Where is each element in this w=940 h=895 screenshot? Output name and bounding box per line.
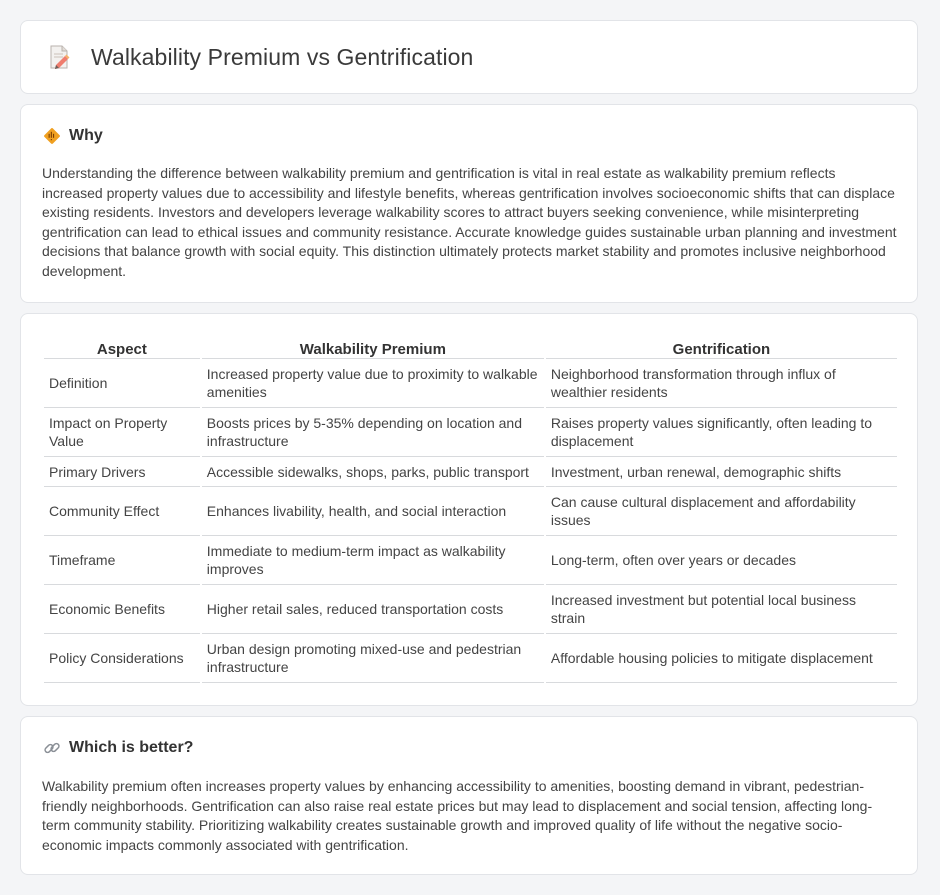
why-heading bbox=[43, 127, 103, 145]
aspect-cell: Timeframe bbox=[44, 536, 200, 585]
table-row bbox=[44, 457, 897, 487]
table-row bbox=[44, 585, 897, 634]
walkability-cell: Increased property value due to proximity to walkable amenities bbox=[202, 359, 544, 408]
walkability-cell: Enhances livability, health, and social interaction bbox=[202, 487, 544, 536]
aspect-cell: Policy Considerations bbox=[44, 634, 200, 683]
gentrification-cell: Investment, urban renewal, demographic shifts bbox=[546, 457, 897, 487]
walkability-cell: Boosts prices by 5-35% depending on location and infrastructure bbox=[202, 408, 544, 457]
aspect-cell: Primary Drivers bbox=[44, 457, 200, 487]
diamond-warning-icon bbox=[43, 127, 61, 145]
better-title: Which is better? bbox=[69, 739, 194, 756]
title-row bbox=[47, 43, 473, 71]
link-icon bbox=[43, 739, 61, 757]
table-row bbox=[44, 359, 897, 408]
gentrification-cell: Neighborhood transformation through influx of wealthier residents bbox=[546, 359, 897, 408]
walkability-cell: Immediate to medium-term impact as walkability improves bbox=[202, 536, 544, 585]
table-row bbox=[44, 536, 897, 585]
better-paragraph: Walkability premium often increases property values by enhancing accessibility to amenities, boosting demand in vibrant, pedestrian-friendly neighborhoods. Gentrification can also raise real estate prices but may lead to displacement and social tension, affecting long-term community stability. Prioritizing walkability creates sustainable growth and improved quality of life without the negative socio-economic impacts commonly associated with gentrification. bbox=[42, 778, 873, 853]
why-paragraph: Understanding the difference between walkability premium and gentrification is vital in real estate as walkability premium reflects increased property values due to accessibility and lifestyle benefits, whereas gentrification involves socioeconomic shifts that can displace existing residents. Investors and developers leverage walkability scores to attract buyers seeking convenience, while misinterpreting gentrification can lead to ethical issues and community resistance. Accurate knowledge guides sustainable urban planning and investment decisions that balance growth with social equity. This distinction ultimately protects market stability and promotes inclusive neighborhood development. bbox=[42, 165, 897, 279]
table-row bbox=[44, 408, 897, 457]
header-walkability-premium: Walkability Premium bbox=[202, 335, 544, 359]
aspect-cell: Community Effect bbox=[44, 487, 200, 536]
walkability-cell: Higher retail sales, reduced transportation costs bbox=[202, 585, 544, 634]
gentrification-cell: Long-term, often over years or decades bbox=[546, 536, 897, 585]
why-section bbox=[20, 104, 918, 303]
table-row bbox=[44, 487, 897, 536]
gentrification-cell: Increased investment but potential local business strain bbox=[546, 585, 897, 634]
header-aspect: Aspect bbox=[44, 335, 200, 359]
better-heading bbox=[43, 739, 193, 757]
gentrification-cell: Affordable housing policies to mitigate displacement bbox=[546, 634, 897, 683]
aspect-cell: Economic Benefits bbox=[44, 585, 200, 634]
table-row bbox=[44, 634, 897, 683]
walkability-cell: Urban design promoting mixed-use and pedestrian infrastructure bbox=[202, 634, 544, 683]
which-is-better-section bbox=[20, 716, 918, 875]
document-pencil-icon bbox=[47, 43, 71, 71]
header-gentrification: Gentrification bbox=[546, 335, 897, 359]
table-header-row bbox=[44, 335, 897, 359]
header-card bbox=[20, 20, 918, 94]
gentrification-cell: Can cause cultural displacement and affordability issues bbox=[546, 487, 897, 536]
comparison-section bbox=[20, 313, 918, 706]
comparison-table bbox=[42, 335, 899, 683]
page-title: Walkability Premium vs Gentrification bbox=[91, 43, 474, 70]
aspect-cell: Definition bbox=[44, 359, 200, 408]
gentrification-cell: Raises property values significantly, often leading to displacement bbox=[546, 408, 897, 457]
aspect-cell: Impact on Property Value bbox=[44, 408, 200, 457]
walkability-cell: Accessible sidewalks, shops, parks, public transport bbox=[202, 457, 544, 487]
why-title: Why bbox=[69, 127, 103, 144]
